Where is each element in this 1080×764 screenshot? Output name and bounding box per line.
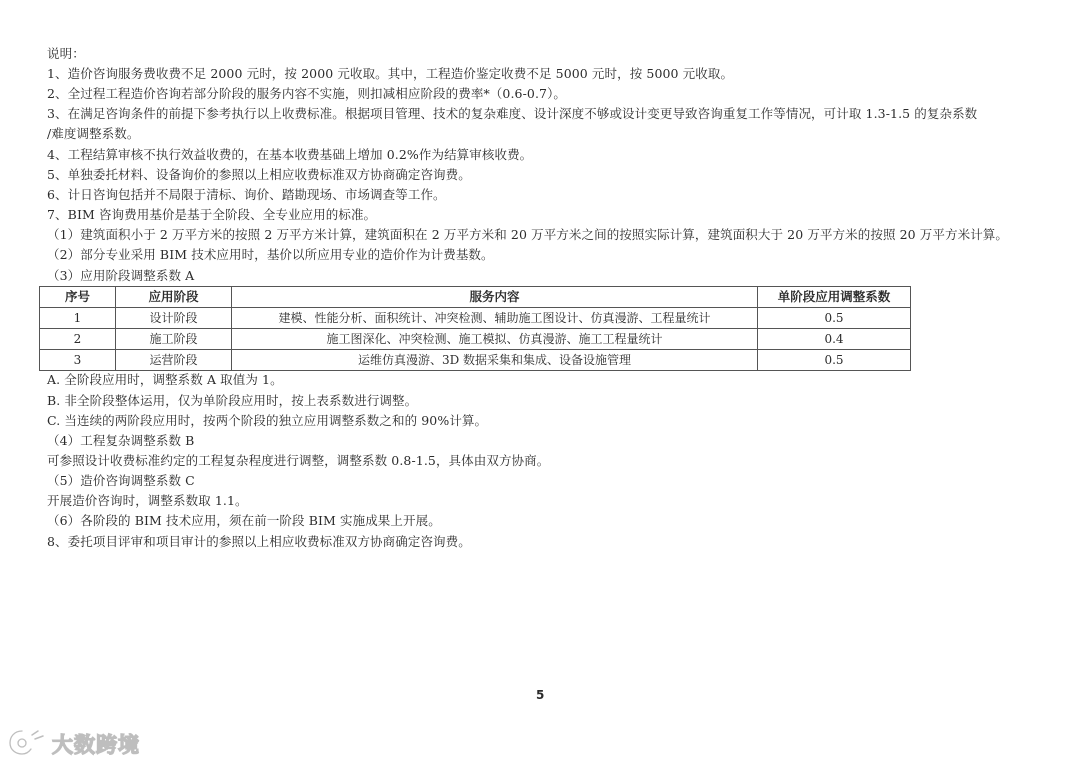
note-item: 3、在满足咨询条件的前提下参考执行以上收费标准。根据项目管理、技术的复杂难度、设计深度不够或设计变更导致咨询重复工作等情况，可计取 1.3-1.5 的复杂系数 <box>47 106 978 121</box>
table-cell: 1 <box>40 308 116 329</box>
table-cell: 运营阶段 <box>116 350 232 371</box>
note-item: 4、工程结算审核不执行效益收费的，在基本收费基础上增加 0.2%作为结算审核收费。 <box>47 147 533 162</box>
notes-heading: 说明： <box>47 46 85 61</box>
note-item: （1）建筑面积小于 2 万平方米的按照 2 万平方米计算，建筑面积在 2 万平方米和 20 万平方米之间的按照实际计算，建筑面积大于 20 万平方米的按照 20 万平方米计算。 <box>47 227 1009 242</box>
table-row <box>40 350 911 371</box>
note-item: 2、全过程工程造价咨询若部分阶段的服务内容不实施，则扣减相应阶段的费率*（0.6-0.7）。 <box>47 86 567 101</box>
after-note: 8、委托项目评审和项目审计的参照以上相应收费标准双方协商确定咨询费。 <box>47 534 471 549</box>
after-note: C. 当连续的两阶段应用时，按两个阶段的独立应用调整系数之和的 90%计算。 <box>47 413 488 428</box>
phase-coefficient-table <box>39 286 911 371</box>
after-note: 开展造价咨询时，调整系数取 1.1。 <box>47 493 248 508</box>
column-header: 应用阶段 <box>116 287 232 308</box>
watermark-text: 大数跨境 <box>52 733 140 757</box>
note-item: /难度调整系数。 <box>47 126 140 141</box>
note-item: 1、造价咨询服务费收费不足 2000 元时，按 2000 元收取。其中，工程造价鉴定收费不足 5000 元时，按 5000 元收取。 <box>47 66 734 81</box>
table-cell: 设计阶段 <box>116 308 232 329</box>
note-item: （3）应用阶段调整系数 A <box>47 268 195 283</box>
note-item: （2）部分专业采用 BIM 技术应用时，基价以所应用专业的造价作为计费基数。 <box>47 247 494 262</box>
column-header: 序号 <box>40 287 116 308</box>
table-cell: 0.5 <box>758 308 911 329</box>
table-cell: 0.5 <box>758 350 911 371</box>
note-item: 6、计日咨询包括并不局限于清标、询价、踏勘现场、市场调查等工作。 <box>47 187 446 202</box>
brand-logo-icon <box>8 727 48 761</box>
column-header: 单阶段应用调整系数 <box>758 287 911 308</box>
after-note: A. 全阶段应用时，调整系数 A 取值为 1。 <box>47 372 283 387</box>
page-number: 5 <box>536 688 545 702</box>
after-note: （6）各阶段的 BIM 技术应用，须在前一阶段 BIM 实施成果上开展。 <box>47 513 441 528</box>
table-row <box>40 329 911 350</box>
after-note: （4）工程复杂调整系数 B <box>47 433 195 448</box>
table-row <box>40 308 911 329</box>
table-cell: 0.4 <box>758 329 911 350</box>
table-cell: 施工阶段 <box>116 329 232 350</box>
column-header: 服务内容 <box>232 287 758 308</box>
note-item: 5、单独委托材料、设备询价的参照以上相应收费标准双方协商确定咨询费。 <box>47 167 471 182</box>
table-cell: 3 <box>40 350 116 371</box>
table-cell: 施工图深化、冲突检测、施工模拟、仿真漫游、施工工程量统计 <box>232 329 758 350</box>
table-cell: 建模、性能分析、面积统计、冲突检测、辅助施工图设计、仿真漫游、工程量统计 <box>232 308 758 329</box>
note-item: 7、BIM 咨询费用基价是基于全阶段、全专业应用的标准。 <box>47 207 377 222</box>
table-header-row <box>40 287 911 308</box>
table-cell: 2 <box>40 329 116 350</box>
table-cell: 运维仿真漫游、3D 数据采集和集成、设备设施管理 <box>232 350 758 371</box>
after-note: B. 非全阶段整体运用，仅为单阶段应用时，按上表系数进行调整。 <box>47 393 418 408</box>
after-note: 可参照设计收费标准约定的工程复杂程度进行调整，调整系数 0.8-1.5，具体由双方协商。 <box>47 453 550 468</box>
after-note: （5）造价咨询调整系数 C <box>47 473 195 488</box>
watermark <box>8 727 140 761</box>
